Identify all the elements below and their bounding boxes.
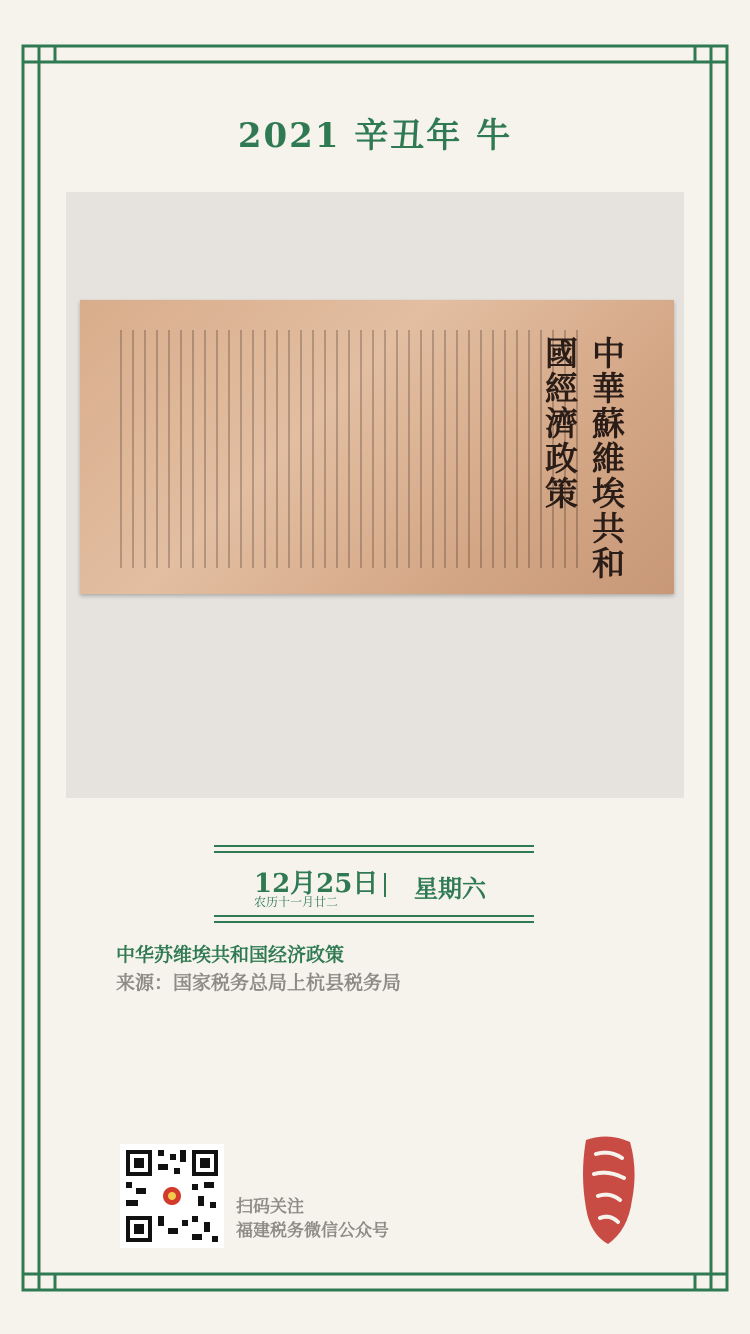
scan-follow-text: 扫码关注	[236, 1197, 304, 1217]
date-main: 12月25日	[254, 869, 379, 899]
date-rule-top	[214, 845, 534, 847]
date-block	[214, 845, 534, 921]
date-lunar: 农历十一月廿二	[254, 895, 339, 909]
date-separator	[384, 873, 386, 897]
date-rule-bottom-inner	[214, 921, 534, 923]
qr-code-icon[interactable]	[120, 1144, 224, 1248]
account-name-text: 福建税务微信公众号	[236, 1221, 389, 1241]
document-paper	[80, 300, 674, 594]
document-text-columns	[120, 330, 578, 568]
caption-source: 来源：国家税务总局上杭县税务局	[116, 972, 402, 994]
historic-document-photo	[66, 192, 684, 798]
caption-title: 中华苏维埃共和国经济政策	[116, 944, 345, 966]
document-heading: 中華蘇維埃共和國經濟政策	[540, 336, 626, 581]
weekday: 星期六	[414, 874, 486, 903]
seal-stamp-icon	[578, 1130, 640, 1248]
date-rule-bottom	[214, 915, 534, 917]
page-title: 2021 辛丑年 牛	[237, 116, 513, 156]
date-rule-top-inner	[214, 851, 534, 853]
